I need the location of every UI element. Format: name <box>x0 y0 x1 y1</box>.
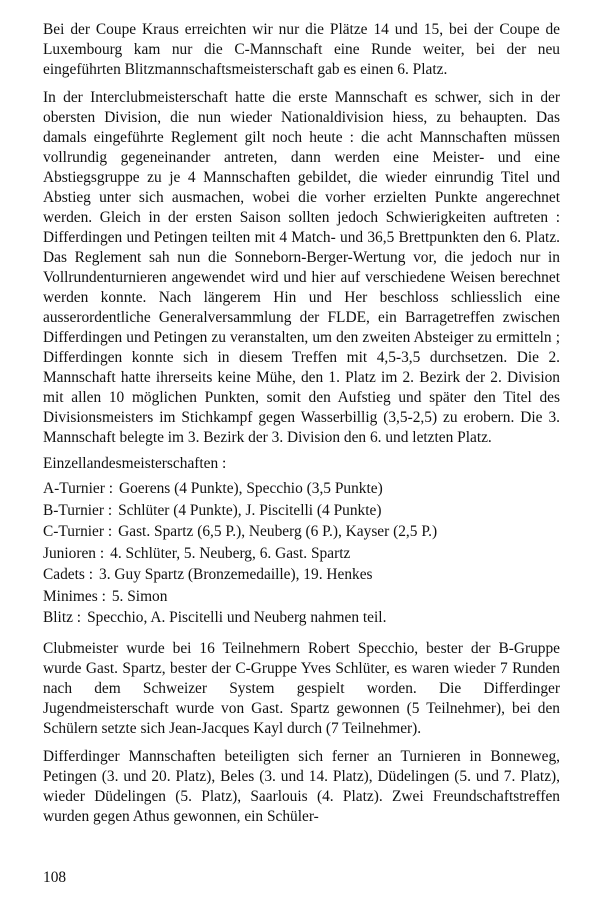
result-item <box>43 564 560 586</box>
result-item <box>43 478 560 500</box>
result-text: Goerens (4 Punkte), Specchio (3,5 Punkte) <box>118 480 383 497</box>
result-text: Schlüter (4 Punkte), J. Piscitelli (4 Punkte) <box>118 501 382 519</box>
paragraph-club-championship: Clubmeister wurde bei 16 Teilnehmern Robert Specchio, bester der B-Gruppe wurde Gast. Spartz, bester der C-Gruppe Yves Schlüter, es waren wieder 7 Runden nach dem Schweizer System gespielt worden. Die Differdinger Jugendmeisterschaft wurde von Gast. Spartz gewonnen (5 Teilnehmer), bei den Schülern setzte sich Jean-Jacques Kayl durch (7 Teilnehmer). <box>43 639 560 737</box>
result-item <box>43 500 560 522</box>
result-text: 3. Guy Spartz (Bronzemedaille), 19. Henkes <box>99 566 373 583</box>
paragraph-coupe-results: Bei der Coupe Kraus erreichten wir nur die Plätze 14 und 15, bei der Coupe de Luxembourg kam nur die C-Mannschaft eine Runde weiter, bei der neu eingeführten Blitzmannschaftsmeisterschaft gab es einen 6. Platz. <box>43 21 560 78</box>
result-label: B-Turnier : <box>43 501 113 519</box>
result-label: A-Turnier : <box>43 480 113 497</box>
paragraph-tournaments: Differdinger Mannschaften beteiligten sich ferner an Turnieren in Bonneweg, Petingen (3. und 20. Platz), Beles (3. und 14. Platz), Düdelingen (5. und 7. Platz), wieder Düdelingen (5. Platz), Saarlouis (4. Platz). Zwei Freundschaftstreffen wurden gegen Athus gewonnen, ein Schüler- <box>43 747 560 825</box>
result-text: 5. Simon <box>111 587 168 605</box>
page-number: 108 <box>43 869 67 886</box>
result-text: Specchio, A. Piscitelli und Neuberg nahmen teil. <box>87 609 387 626</box>
result-item <box>43 586 560 608</box>
section-heading-individual-championships: Einzellandesmeisterschaften : <box>43 455 227 472</box>
result-item <box>43 607 560 629</box>
document-page <box>43 20 560 827</box>
result-item <box>43 543 560 565</box>
result-label: Cadets : <box>43 566 94 583</box>
result-text: Gast. Spartz (6,5 P.), Neuberg (6 P.), Kayser (2,5 P.) <box>118 523 438 540</box>
result-text: 4. Schlüter, 5. Neuberg, 6. Gast. Spartz <box>110 544 351 562</box>
result-item <box>43 521 560 543</box>
result-label: Blitz : <box>43 609 82 626</box>
paragraph-interclub-championship: In der Interclubmeisterschaft hatte die erste Mannschaft es schwer, sich in der obersten Division, die nun wieder Nationaldivision hiess, zu behaupten. Das damals eingeführte Reglement gilt noch heute : die acht Mannschaften müssen vollrundig gegeneinander antreten, dann werden eine Meister- und eine Abstiegsgruppe zu je 4 Mannschaften gebildet, die wieder einrundig Titel und Abstieg unter sich ausmachen, wobei die vorher erzielten Punkte angerechnet werden. Gleich in der ersten Saison sollten jedoch Schwierigkeiten auftreten : Differdingen und Petingen teilten mit 4 Match- und 36,5 Brettpunkten den 6. Platz. Das Reglement sah nun die Sonneborn-Berger-Wertung vor, die jedoch nur in Vollrundenturnieren angewendet wird und hier auf verschiedene Weisen berechnet werden konnte. Nach längerem Hin und Her beschloss schliesslich eine ausserordentliche Generalversammlung der FLDE, ein Barragetreffen zwischen Differdingen und Petingen zu veranstalten, um den zweiten Absteiger zu ermitteln ; Differdingen konnte sich in diesem Treffen mit 4,5-3,5 durchsetzen. Die 2. Mannschaft hatte ihrerseits keine Mühe, den 1. Platz im 2. Bezirk der 2. Division mit allen 10 möglichen Punkten, somit den Aufstieg und später den Titel des Divisionsmeisters im Stichkampf gegen Wasserbillig (3,5-2,5) zu erobern. Die 3. Mannschaft belegte im 3. Bezirk der 3. Division den 6. und letzten Platz. <box>43 89 560 446</box>
result-label: Minimes : <box>43 587 106 605</box>
result-label: Junioren : <box>43 544 105 562</box>
individual-results-list <box>43 478 560 629</box>
result-label: C-Turnier : <box>43 523 113 540</box>
